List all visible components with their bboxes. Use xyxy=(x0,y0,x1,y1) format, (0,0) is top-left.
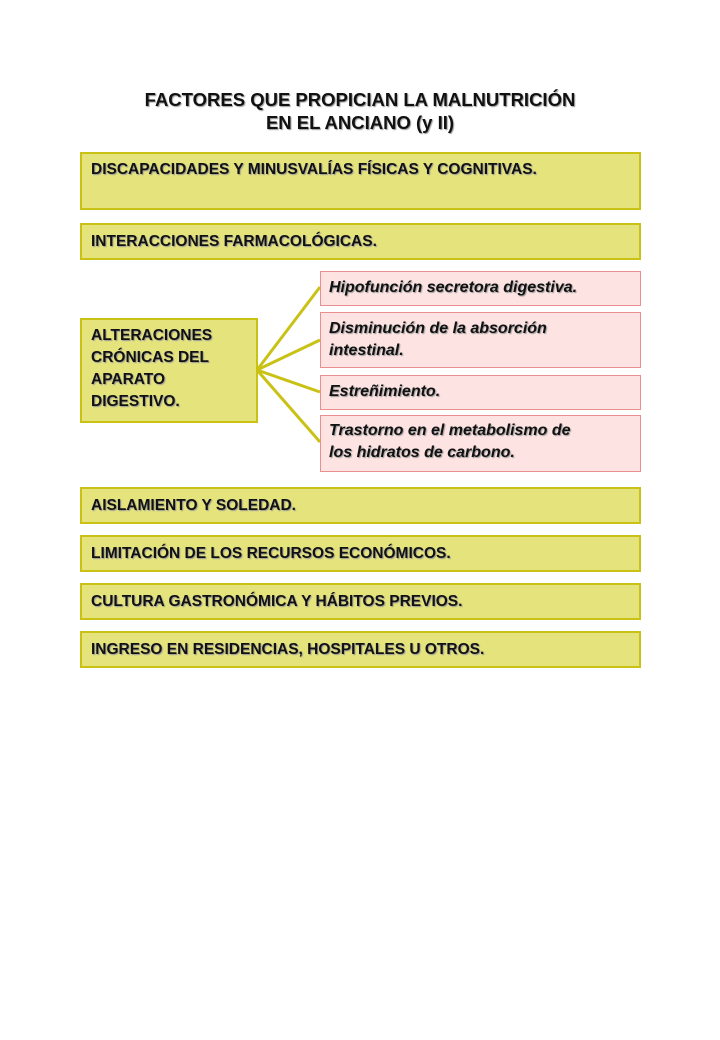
factor-cultura-label: CULTURA GASTRONÓMICA Y HÁBITOS PREVIOS. xyxy=(91,593,463,610)
factor-interacciones xyxy=(80,223,641,260)
factor-limitacion xyxy=(80,535,641,572)
factor-alteraciones xyxy=(80,318,258,423)
factor-ingreso xyxy=(80,631,641,668)
subfactor-disminucion xyxy=(320,312,641,368)
factor-discapacidades xyxy=(80,152,641,210)
factor-aislamiento-label: AISLAMIENTO Y SOLEDAD. xyxy=(91,497,296,514)
factor-alteraciones-line-2: CRÓNICAS DEL xyxy=(91,349,209,366)
factor-ingreso-label: INGRESO EN RESIDENCIAS, HOSPITALES U OTROS. xyxy=(91,641,485,658)
subfactor-estrenimiento xyxy=(320,375,641,410)
connector-hipofuncion xyxy=(257,287,320,370)
factor-aislamiento xyxy=(80,487,641,524)
subfactor-trastorno-line-2: los hidratos de carbono. xyxy=(329,444,515,461)
subfactor-trastorno-line-1: Trastorno en el metabolismo de xyxy=(329,422,571,439)
factor-interacciones-label: INTERACCIONES FARMACOLÓGICAS. xyxy=(91,233,377,250)
factor-limitacion-label: LIMITACIÓN DE LOS RECURSOS ECONÓMICOS. xyxy=(91,545,451,562)
factor-cultura xyxy=(80,583,641,620)
factor-alteraciones-line-4: DIGESTIVO. xyxy=(91,393,180,410)
subfactor-hipofuncion-label: Hipofunción secretora digestiva. xyxy=(329,279,578,296)
title-line-1: FACTORES QUE PROPICIAN LA MALNUTRICIÓN xyxy=(144,89,576,110)
factor-alteraciones-line-1: ALTERACIONES xyxy=(91,327,213,344)
title-line-2: EN EL ANCIANO (y II) xyxy=(265,112,455,133)
subfactor-estrenimiento-label: Estreñimiento. xyxy=(329,383,441,400)
subfactor-disminucion-line-1: Disminución de la absorción xyxy=(329,320,547,337)
factor-alteraciones-line-3: APARATO xyxy=(91,371,166,388)
subfactor-hipofuncion xyxy=(320,271,641,306)
connector-disminucion xyxy=(257,340,320,370)
factor-discapacidades-label: DISCAPACIDADES Y MINUSVALÍAS FÍSICAS Y COGNITIVAS. xyxy=(91,161,537,178)
subfactor-disminucion-line-2: intestinal. xyxy=(329,342,404,359)
subfactor-trastorno xyxy=(320,415,641,472)
